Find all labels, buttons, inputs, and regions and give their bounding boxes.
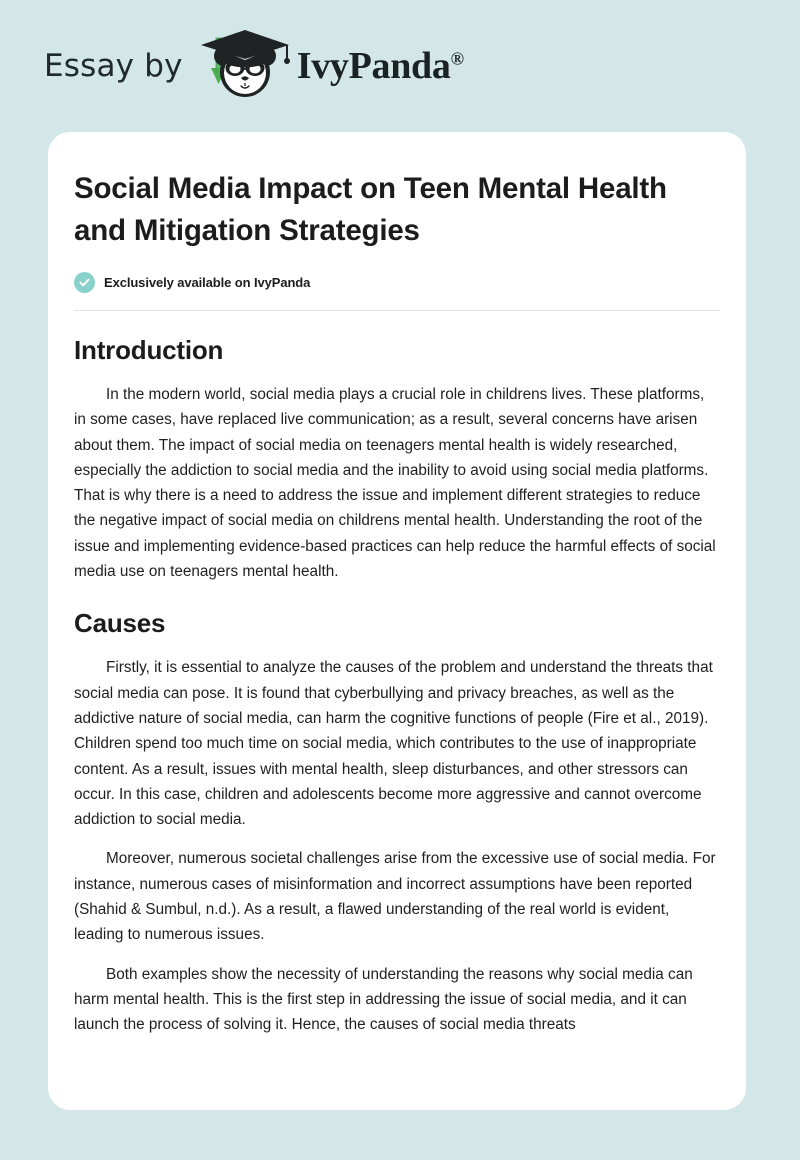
essay-by-label: Essay by — [44, 47, 183, 84]
registered-trademark-symbol: ® — [450, 48, 464, 69]
brand-name-text: IvyPanda — [296, 45, 451, 87]
ivypanda-logo[interactable] — [197, 26, 464, 106]
ivypanda-wordmark — [297, 47, 464, 85]
document-body — [74, 168, 720, 1038]
paragraph: Both examples show the necessity of understanding the reasons why social media can harm mental health. This is the first step in addressing the issue of social media, and it can launch the process of solving it. Hence, the causes of social media threats — [74, 965, 693, 1034]
exclusivity-badge-label: Exclusively available on IvyPanda — [104, 275, 311, 290]
site-header — [0, 0, 800, 132]
panda-graduate-logo-icon — [197, 26, 297, 106]
paragraph: Firstly, it is essential to analyze the causes of the problem and understand the threats that social media can pose. It is found that cyberbullying and privacy breaches, as well as the addictive nature of social media, can harm the cognitive functions of people (Fire et al., 2019). Children spend too much time on social media, which contributes to the use of inappropriate content. As a result, issues with mental health, sleep disturbances, and other stressors can occur. In this case, children and adolescents become more aggressive and cannot overcome addiction to social media. — [74, 659, 713, 829]
essay-document-card — [48, 132, 746, 1110]
page-title: Social Media Impact on Teen Mental Health and Mitigation Strategies — [74, 172, 667, 247]
section-heading-introduction: Introduction — [74, 335, 224, 365]
title-divider — [74, 310, 720, 311]
paragraph: In the modern world, social media plays a crucial role in childrens lives. These platforms, in some cases, have replaced live communication; as a result, several concerns have arisen about them. The impact of social media on teenagers mental health is widely researched, especially the addiction to social media and the inability to avoid using social media platforms. That is why there is a need to address the issue and implement different strategies to reduce the negative impact of social media on childrens mental health. Understanding the root of the issue and implementing evidence-based practices can help reduce the harmful effects of social media use on teenagers mental health. — [74, 386, 716, 581]
paragraph: Moreover, numerous societal challenges arise from the excessive use of social media. For instance, numerous cases of misinformation and incorrect assumptions have been reported (Shahid & Sumbul, n.d.). As a result, a flawed understanding of the real world is evident, leading to numerous issues. — [74, 850, 716, 944]
exclusivity-badge — [74, 272, 720, 293]
check-circle-icon — [74, 272, 95, 293]
section-heading-causes: Causes — [74, 608, 166, 639]
